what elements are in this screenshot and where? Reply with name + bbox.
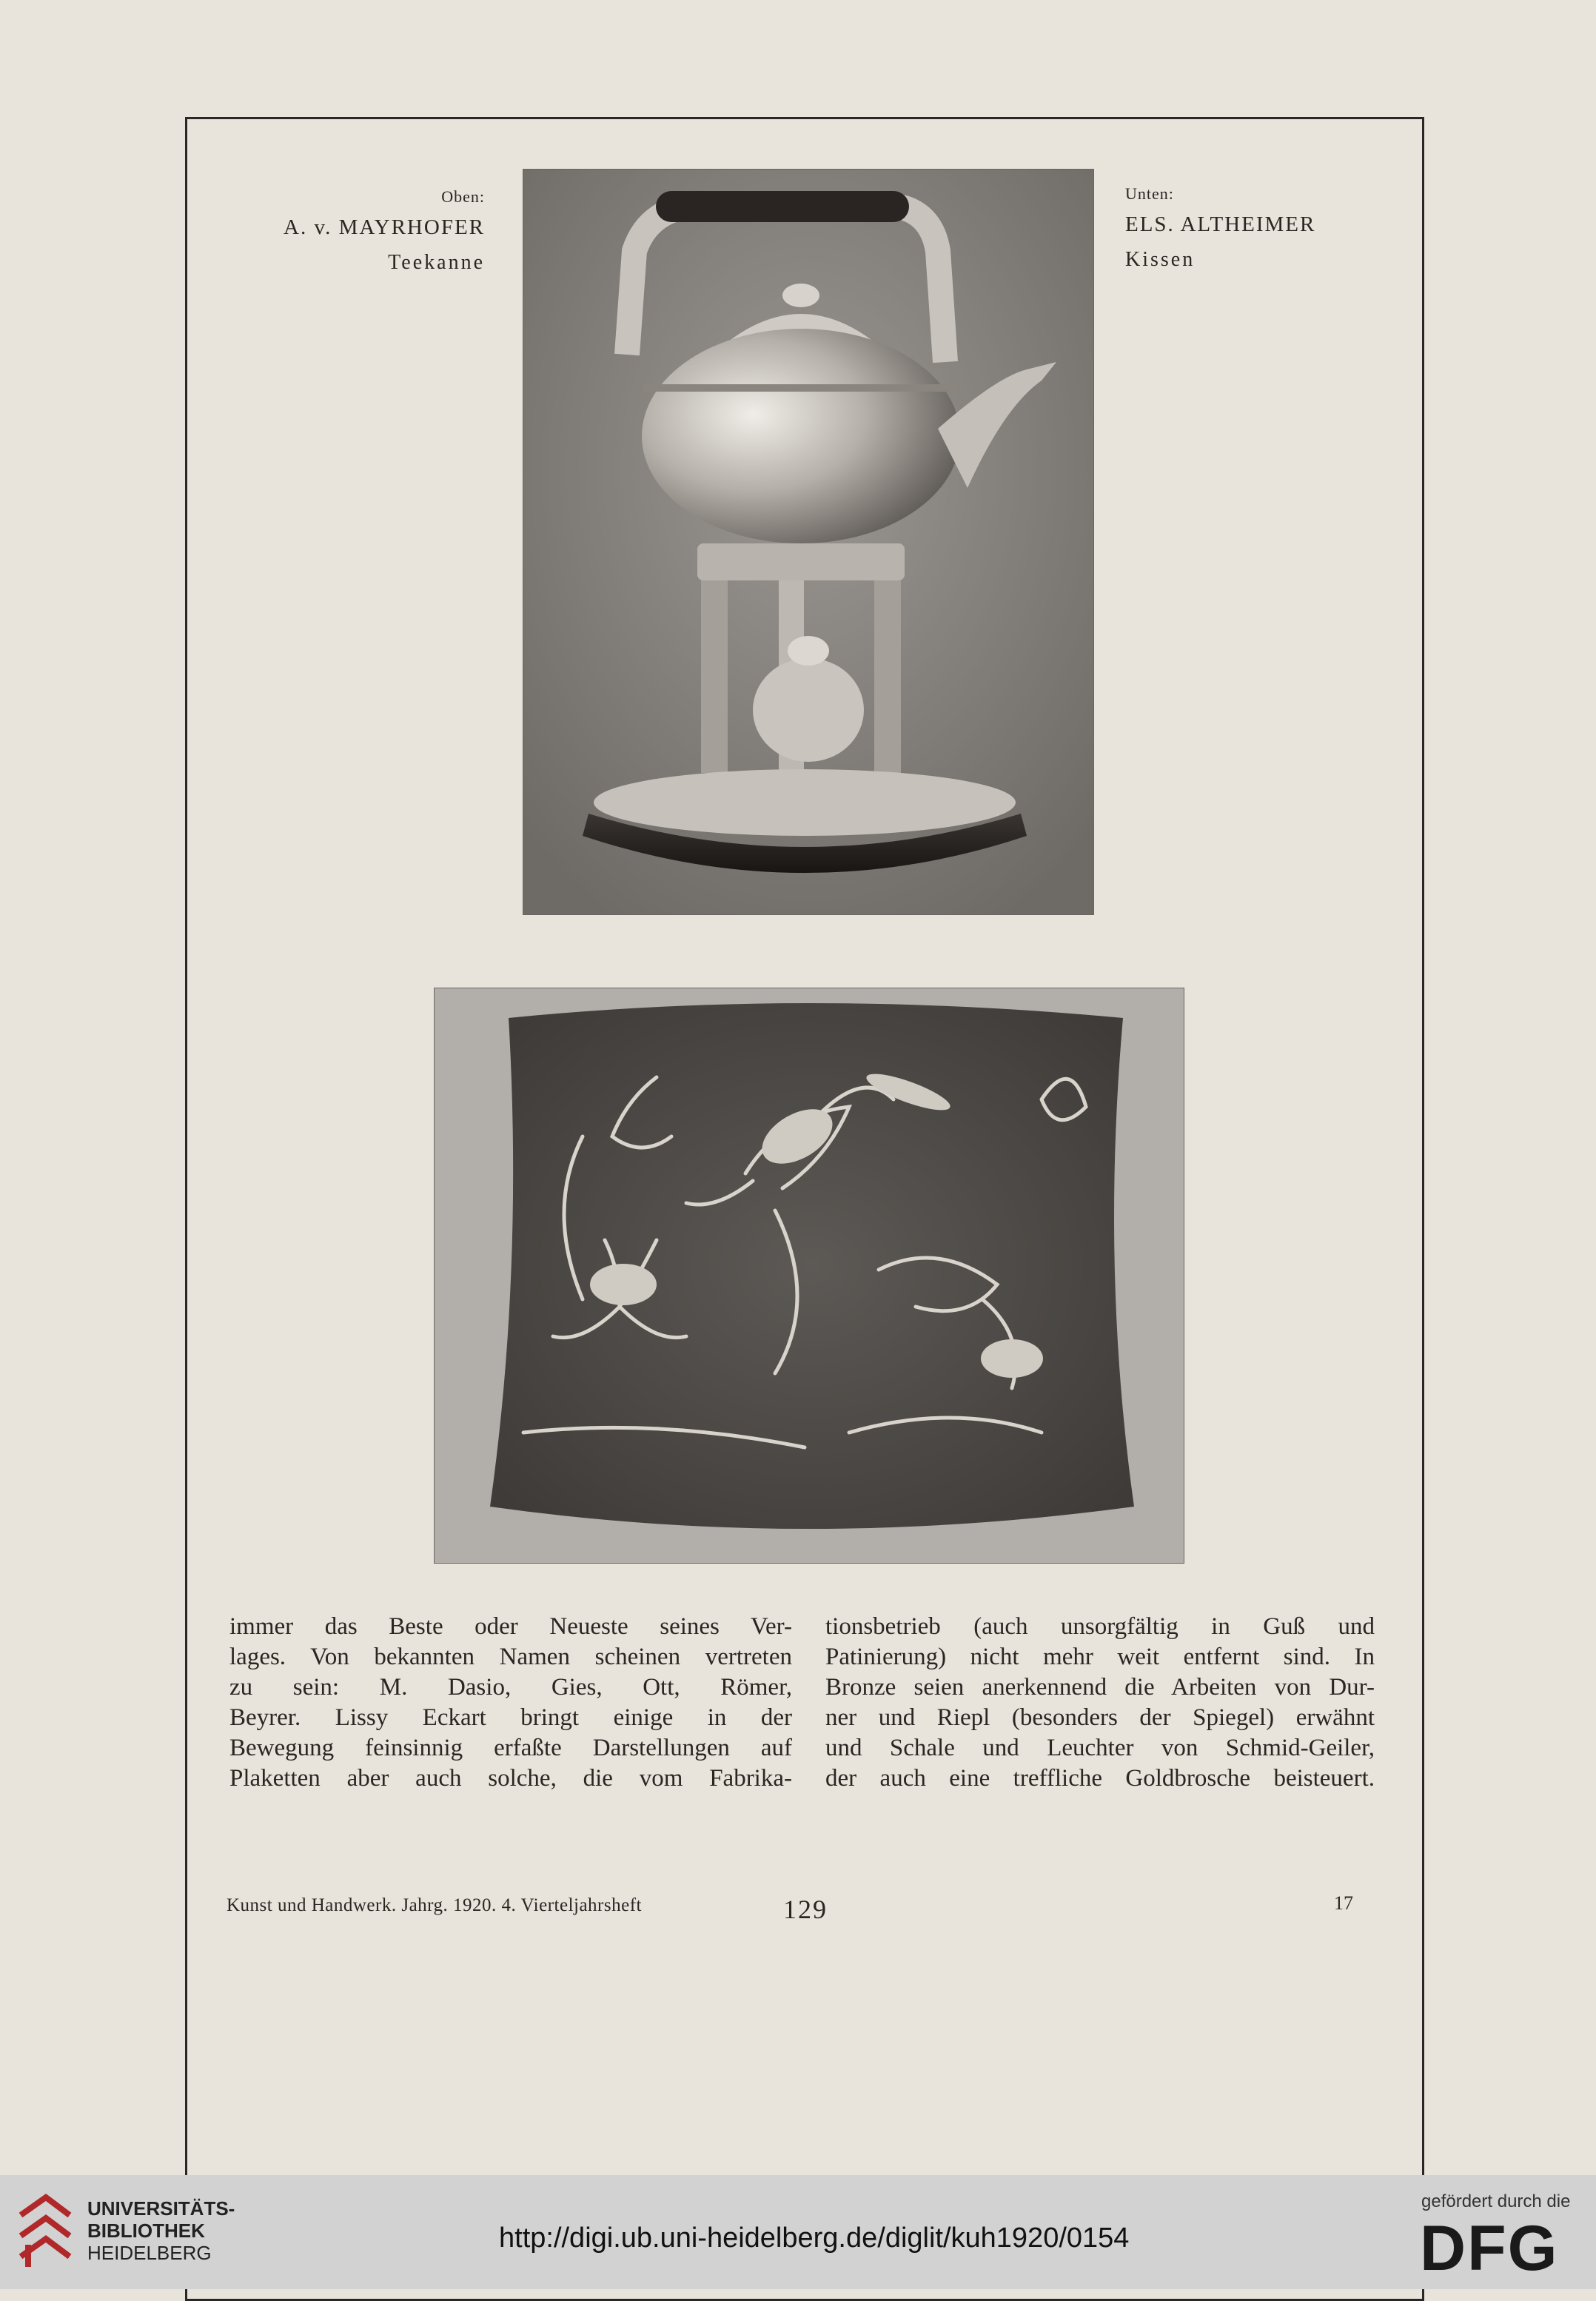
funding-note: gefördert durch die <box>1421 2191 1571 2211</box>
body-text-left-column <box>229 1612 792 1794</box>
caption-top-artwork <box>222 184 485 280</box>
text-line: Plaketten aber auch solche, die vom Fabrika- <box>229 1765 792 1792</box>
text-line: Bewegung feinsinnig erfaßte Darstellungen auf <box>229 1735 792 1761</box>
caption-artist: A. v. MAYRHOFER <box>284 215 485 240</box>
text-line: Patinierung) nicht mehr weit entfernt sind. In <box>825 1644 1375 1670</box>
ub-heidelberg-logo-icon <box>16 2193 74 2271</box>
embroidered-cushion-photo <box>434 988 1184 1564</box>
library-name-line: UNIVERSITÄTS- <box>87 2197 235 2220</box>
text-line: immer das Beste oder Neueste seines Ver- <box>229 1613 792 1640</box>
journal-footer: Kunst und Handwerk. Jahrg. 1920. 4. Vierteljahrsheft <box>227 1895 642 1915</box>
teapot-photo <box>523 169 1094 915</box>
caption-bottom-artwork <box>1125 181 1406 277</box>
text-line: lages. Von bekannten Namen scheinen vertreten <box>229 1644 792 1670</box>
library-name-line: BIBLIOTHEK <box>87 2220 205 2242</box>
text-line: der auch eine treffliche Goldbrosche beisteuert. <box>825 1765 1375 1792</box>
caption-position: Unten: <box>1125 184 1174 203</box>
text-line: ner und Riepl (besonders der Spiegel) erwähnt <box>825 1704 1375 1731</box>
caption-position: Oben: <box>441 187 485 206</box>
text-line: und Schale und Leuchter von Schmid-Geiler, <box>825 1735 1375 1761</box>
text-line: zu sein: M. Dasio, Gies, Ott, Römer, <box>229 1674 792 1701</box>
caption-artist: ELS. ALTHEIMER <box>1125 212 1316 237</box>
caption-object: Teekanne <box>388 251 485 275</box>
library-name-line: HEIDELBERG <box>87 2242 212 2264</box>
page-number: 129 <box>783 1895 828 1924</box>
text-line: Bronze seien anerkennend die Arbeiten von Dur- <box>825 1674 1375 1701</box>
sheet-number: 17 <box>1334 1892 1353 1914</box>
permalink-url[interactable]: http://digi.ub.uni-heidelberg.de/diglit/kuh1920/0154 <box>499 2223 1130 2254</box>
text-line: Beyrer. Lissy Eckart bringt einige in der <box>229 1704 792 1731</box>
caption-object: Kissen <box>1125 248 1196 272</box>
text-line: tionsbetrieb (auch unsorgfältig in Guß und <box>825 1613 1375 1640</box>
dfg-logo: DFG <box>1420 2213 1559 2284</box>
library-name <box>87 2197 235 2264</box>
body-text-right-column <box>825 1612 1375 1794</box>
